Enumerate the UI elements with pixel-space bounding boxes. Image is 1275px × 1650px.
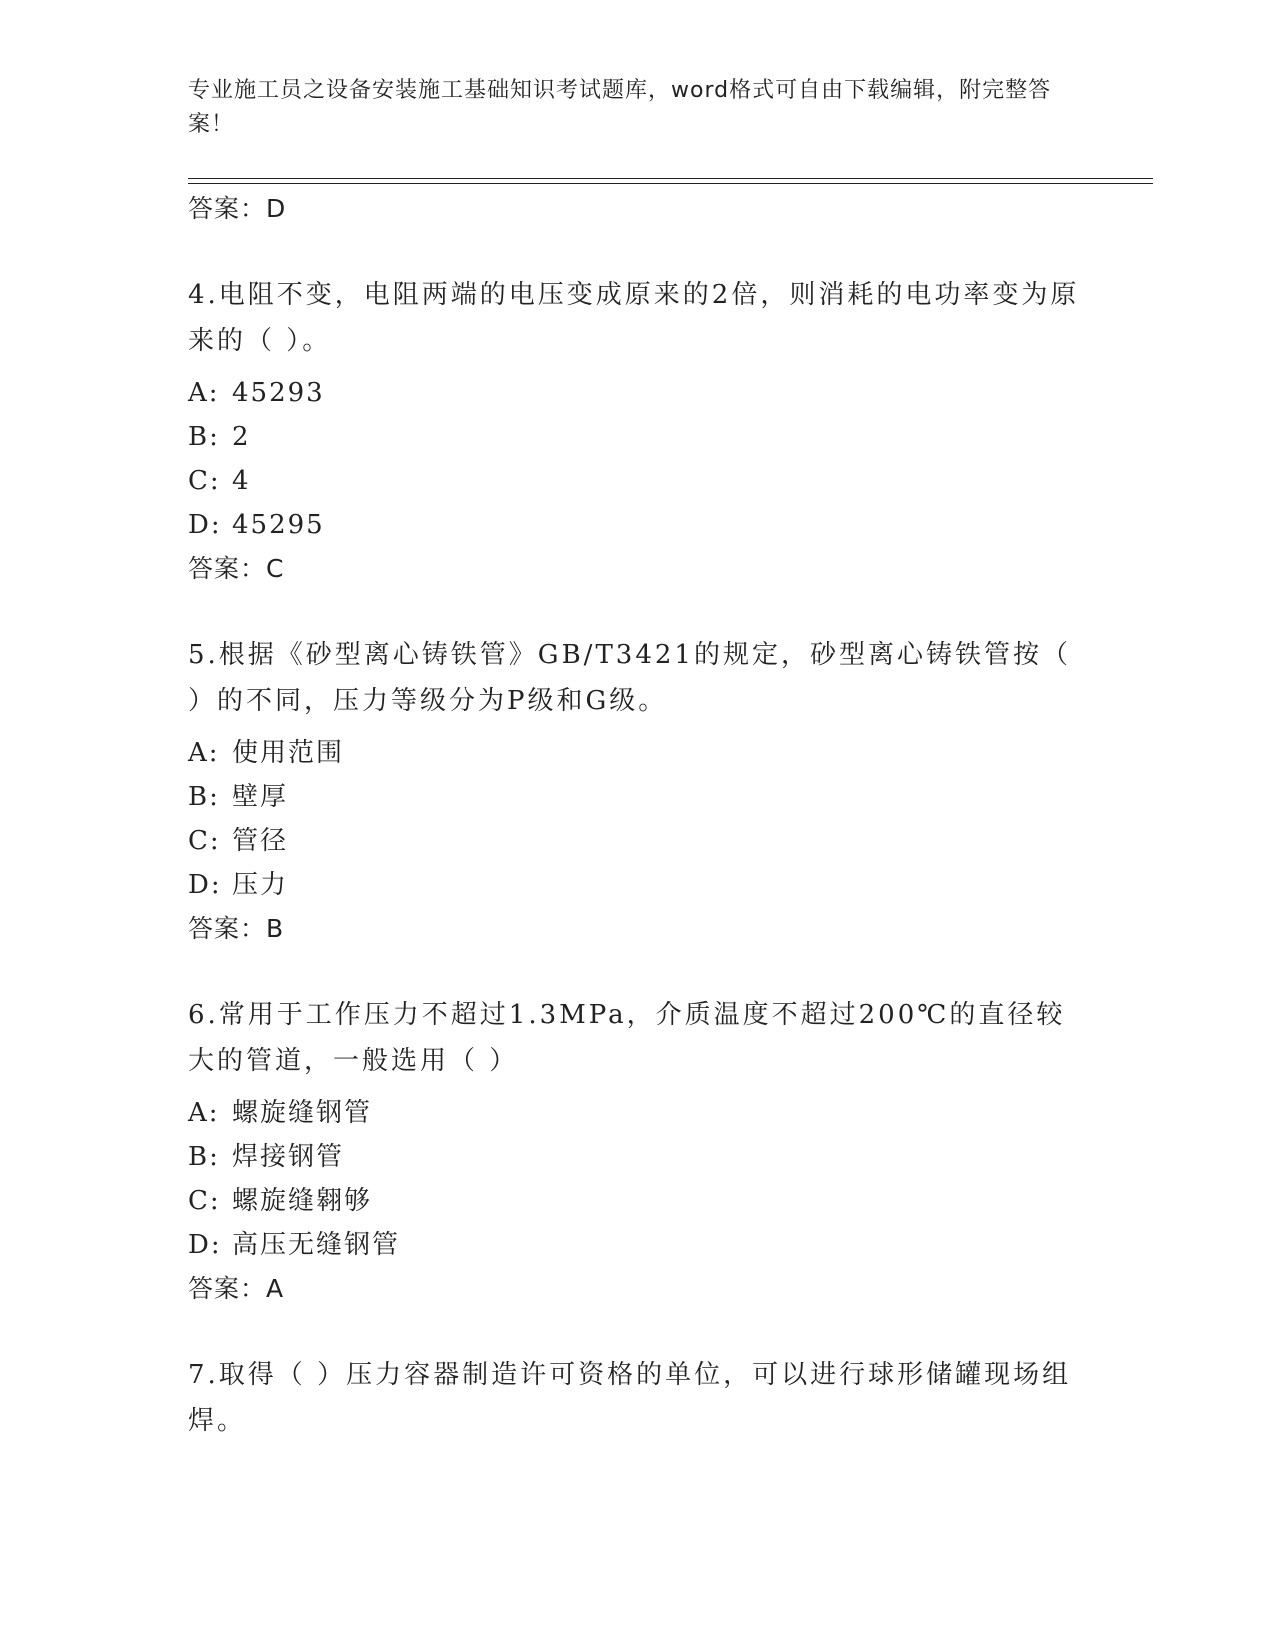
option-label: A:: [188, 1098, 220, 1128]
option-text: 压力: [232, 870, 289, 900]
option-a: [188, 1098, 1088, 1128]
option-text: 高压无缝钢管: [232, 1230, 401, 1260]
option-label: D:: [188, 1230, 222, 1260]
option-label: B:: [188, 1142, 220, 1172]
option-label: C:: [188, 826, 221, 856]
option-c: [188, 1186, 1088, 1216]
option-c: [188, 466, 1088, 496]
question-answer: 答案：C: [188, 554, 285, 583]
option-a: [188, 738, 1088, 768]
option-label: B:: [188, 422, 220, 452]
question-stem: 5.根据《砂型离心铸铁管》GB/T3421的规定，砂型离心铸铁管按（ ）的不同，压力等级分为P级和G级。: [188, 640, 1071, 716]
question-5: [188, 632, 1088, 944]
question-answer: 答案：A: [188, 1274, 285, 1303]
option-text: 螺旋缝钢管: [232, 1098, 373, 1128]
option-text: 45293: [232, 378, 325, 408]
option-text: 使用范围: [232, 738, 345, 768]
option-c: [188, 826, 1088, 856]
option-text: 焊接钢管: [232, 1142, 345, 1172]
option-label: D:: [188, 510, 222, 540]
option-b: [188, 422, 1088, 452]
document-header: 专业施工员之设备安装施工基础知识考试题库，word格式可自由下载编辑，附完整答案！: [188, 78, 1052, 137]
option-a: [188, 378, 1088, 408]
option-d: [188, 510, 1088, 540]
question-7: [188, 1352, 1088, 1444]
header-rule-top: [188, 178, 1153, 179]
option-label: A:: [188, 378, 220, 408]
option-b: [188, 1142, 1088, 1172]
option-text: 壁厚: [232, 782, 289, 812]
option-d: [188, 870, 1088, 900]
option-text: 螺旋缝翱够: [232, 1186, 373, 1216]
question-answer: 答案：B: [188, 914, 285, 943]
question-4: [188, 272, 1088, 584]
previous-answer: 答案：D: [188, 194, 287, 223]
question-stem: 6.常用于工作压力不超过1.3MPa，介质温度不超过200℃的直径较大的管道，一般选用（ ）: [188, 1000, 1066, 1076]
header-rule-bottom: [188, 183, 1153, 184]
option-text: 2: [232, 422, 251, 452]
option-b: [188, 782, 1088, 812]
option-label: D:: [188, 870, 222, 900]
option-label: C:: [188, 466, 221, 496]
option-d: [188, 1230, 1088, 1260]
option-label: A:: [188, 738, 220, 768]
option-label: B:: [188, 782, 220, 812]
question-stem: 4.电阻不变，电阻两端的电压变成原来的2倍，则消耗的电功率变为原来的（ ）。: [188, 280, 1080, 356]
question-6: [188, 992, 1088, 1304]
option-text: 管径: [232, 826, 289, 856]
question-stem: 7.取得（ ）压力容器制造许可资格的单位，可以进行球形储罐现场组焊。: [188, 1360, 1072, 1436]
option-text: 45295: [232, 510, 325, 540]
option-label: C:: [188, 1186, 221, 1216]
question-list: [188, 190, 1088, 1444]
option-text: 4: [232, 466, 251, 496]
